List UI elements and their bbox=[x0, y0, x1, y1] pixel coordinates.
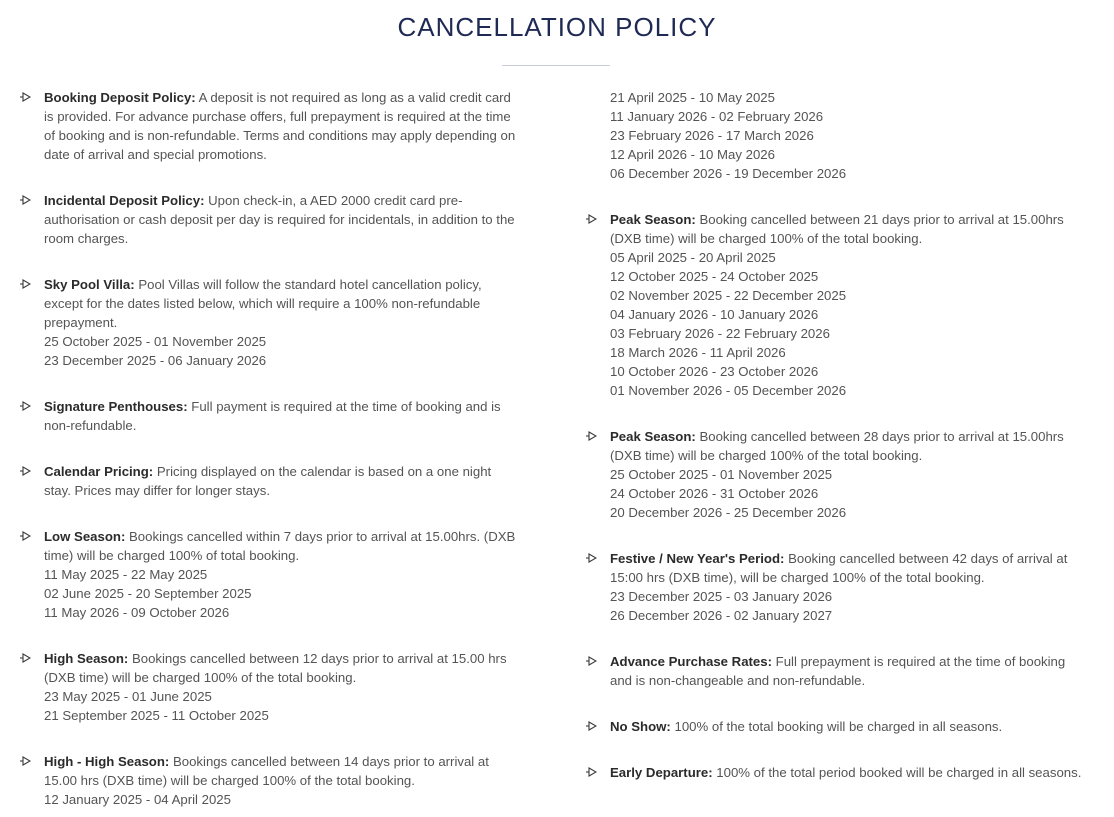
policy-label: Booking Deposit Policy: bbox=[44, 90, 196, 105]
date-range-list bbox=[44, 565, 520, 622]
date-range: 05 April 2025 - 20 April 2025 bbox=[610, 250, 776, 265]
policy-text: Pool Villas will follow the standard hotel cancellation policy, except for the dates listed below, which will require a 100% non-refundable prepayment. bbox=[44, 277, 482, 330]
triangle-bullet-icon bbox=[586, 764, 597, 780]
policy-description bbox=[610, 427, 1086, 465]
policy-item bbox=[20, 397, 520, 435]
date-range: 11 May 2026 - 09 October 2026 bbox=[44, 605, 230, 620]
date-range: 12 January 2025 - 04 April 2025 bbox=[44, 792, 231, 807]
policy-text: Bookings cancelled between 12 days prior to arrival at 15.00 hrs (DXB time) will be charged 100% of the total booking. bbox=[44, 651, 507, 685]
policy-text: Bookings cancelled within 7 days prior to arrival at 15.00hrs. (DXB time) will be charged 100% of total booking. bbox=[44, 529, 516, 563]
date-range-list bbox=[610, 248, 1086, 400]
date-range: 12 October 2025 - 24 October 2025 bbox=[610, 269, 819, 284]
date-range: 02 June 2025 - 20 September 2025 bbox=[44, 586, 252, 601]
policy-description bbox=[44, 527, 520, 565]
page-title: CANCELLATION POLICY bbox=[397, 12, 717, 42]
triangle-bullet-icon bbox=[20, 753, 31, 769]
policy-text: Booking cancelled between 28 days prior to arrival at 15.00hrs (DXB time) will be charged 100% of the total booking. bbox=[610, 429, 1064, 463]
policy-label: Sky Pool Villa: bbox=[44, 277, 135, 292]
triangle-bullet-icon bbox=[20, 463, 31, 479]
date-range: 06 December 2026 - 19 December 2026 bbox=[610, 166, 847, 181]
policy-label: No Show: bbox=[610, 719, 671, 734]
policy-description bbox=[610, 652, 1086, 690]
triangle-bullet-icon bbox=[586, 718, 597, 734]
title-divider bbox=[502, 65, 610, 66]
policy-description bbox=[44, 397, 520, 435]
policy-item bbox=[20, 191, 520, 248]
date-range: 11 January 2026 - 02 February 2026 bbox=[610, 109, 824, 124]
policy-item bbox=[20, 462, 520, 500]
date-range-list bbox=[610, 587, 1086, 625]
date-range: 21 September 2025 - 11 October 2025 bbox=[44, 708, 269, 723]
date-range-list bbox=[44, 332, 520, 370]
date-range: 04 January 2026 - 10 January 2026 bbox=[610, 307, 819, 322]
policy-item bbox=[586, 210, 1086, 400]
policy-item bbox=[586, 717, 1086, 736]
policy-item bbox=[586, 549, 1086, 625]
policy-item bbox=[586, 652, 1086, 690]
policy-item bbox=[586, 763, 1086, 782]
policy-text: Bookings cancelled between 14 days prior to arrival at 15.00 hrs (DXB time) will be charged 100% of the total booking. bbox=[44, 754, 489, 788]
policy-label: Early Departure: bbox=[610, 765, 713, 780]
triangle-bullet-icon bbox=[586, 211, 597, 227]
policy-text: Pricing displayed on the calendar is based on a one night stay. Prices may differ for longer stays. bbox=[44, 464, 492, 498]
policy-label: Calendar Pricing: bbox=[44, 464, 154, 479]
policy-text: A deposit is not required as long as a valid credit card is provided. For advance purchase offers, full prepayment is required at the time of booking and is non-refundable. Terms and conditions may apply depending on date of arrival and special promotions. bbox=[44, 90, 516, 162]
right-column bbox=[586, 88, 1086, 782]
policy-label: Signature Penthouses: bbox=[44, 399, 188, 414]
policy-text: Upon check-in, a AED 2000 credit card pre-authorisation or cash deposit per day is required for incidentals, in addition to the room charges. bbox=[44, 193, 515, 246]
policy-item bbox=[586, 427, 1086, 522]
policy-label: Peak Season: bbox=[610, 429, 696, 444]
policy-description bbox=[610, 549, 1086, 587]
date-range: 23 December 2025 - 03 January 2026 bbox=[610, 589, 833, 604]
triangle-bullet-icon bbox=[20, 528, 31, 544]
policy-label: High - High Season: bbox=[44, 754, 170, 769]
policy-description bbox=[44, 752, 520, 790]
policy-item bbox=[20, 527, 520, 622]
date-range: 25 October 2025 - 01 November 2025 bbox=[44, 334, 267, 349]
date-range: 25 October 2025 - 01 November 2025 bbox=[610, 467, 833, 482]
policy-item bbox=[20, 649, 520, 725]
date-range: 23 May 2025 - 01 June 2025 bbox=[44, 689, 212, 704]
policy-description bbox=[44, 191, 520, 248]
policy-description bbox=[610, 210, 1086, 248]
policy-description bbox=[44, 275, 520, 332]
policy-text: Full prepayment is required at the time of booking and is non-changeable and non-refundable. bbox=[610, 654, 1066, 688]
date-range: 23 December 2025 - 06 January 2026 bbox=[44, 353, 267, 368]
date-range-list bbox=[44, 687, 520, 725]
policy-label: High Season: bbox=[44, 651, 129, 666]
triangle-bullet-icon bbox=[20, 192, 31, 208]
date-range: 23 February 2026 - 17 March 2026 bbox=[610, 128, 814, 143]
policy-text: 100% of the total booking will be charged in all seasons. bbox=[674, 719, 1003, 734]
policy-description bbox=[44, 88, 520, 164]
triangle-bullet-icon bbox=[20, 276, 31, 292]
policy-description bbox=[44, 462, 520, 500]
high-high-season-dates-continued bbox=[586, 88, 1086, 183]
date-range: 24 October 2026 - 31 October 2026 bbox=[610, 486, 819, 501]
date-range: 21 April 2025 - 10 May 2025 bbox=[610, 90, 775, 105]
date-range: 10 October 2026 - 23 October 2026 bbox=[610, 364, 819, 379]
policy-description bbox=[44, 649, 520, 687]
policy-label: Peak Season: bbox=[610, 212, 696, 227]
date-range: 03 February 2026 - 22 February 2026 bbox=[610, 326, 830, 341]
left-column bbox=[20, 88, 520, 809]
date-range: 26 December 2026 - 02 January 2027 bbox=[610, 608, 833, 623]
policy-item bbox=[20, 752, 520, 809]
policy-label: Low Season: bbox=[44, 529, 126, 544]
triangle-bullet-icon bbox=[586, 653, 597, 669]
policy-text: 100% of the total period booked will be charged in all seasons. bbox=[716, 765, 1082, 780]
policy-description bbox=[610, 763, 1086, 782]
policy-text: Full payment is required at the time of booking and is non-refundable. bbox=[44, 399, 501, 433]
triangle-bullet-icon bbox=[586, 550, 597, 566]
policy-item bbox=[20, 88, 520, 164]
triangle-bullet-icon bbox=[20, 398, 31, 414]
policy-description bbox=[610, 717, 1086, 736]
date-range: 20 December 2026 - 25 December 2026 bbox=[610, 505, 847, 520]
date-range: 11 May 2025 - 22 May 2025 bbox=[44, 567, 208, 582]
triangle-bullet-icon bbox=[586, 428, 597, 444]
triangle-bullet-icon bbox=[20, 89, 31, 105]
date-range: 12 April 2026 - 10 May 2026 bbox=[610, 147, 775, 162]
policy-item bbox=[20, 275, 520, 370]
date-range: 02 November 2025 - 22 December 2025 bbox=[610, 288, 847, 303]
date-range: 01 November 2026 - 05 December 2026 bbox=[610, 383, 847, 398]
date-range-list bbox=[610, 465, 1086, 522]
policy-label: Festive / New Year's Period: bbox=[610, 551, 785, 566]
date-range-list bbox=[44, 790, 520, 809]
policy-text: Booking cancelled between 42 days of arrival at 15:00 hrs (DXB time), will be charged 100% of the total booking. bbox=[610, 551, 1068, 585]
date-range: 18 March 2026 - 11 April 2026 bbox=[610, 345, 786, 360]
policy-text: Booking cancelled between 21 days prior to arrival at 15.00hrs (DXB time) will be charged 100% of the total booking. bbox=[610, 212, 1064, 246]
triangle-bullet-icon bbox=[20, 650, 31, 666]
policy-label: Incidental Deposit Policy: bbox=[44, 193, 205, 208]
policy-label: Advance Purchase Rates: bbox=[610, 654, 772, 669]
